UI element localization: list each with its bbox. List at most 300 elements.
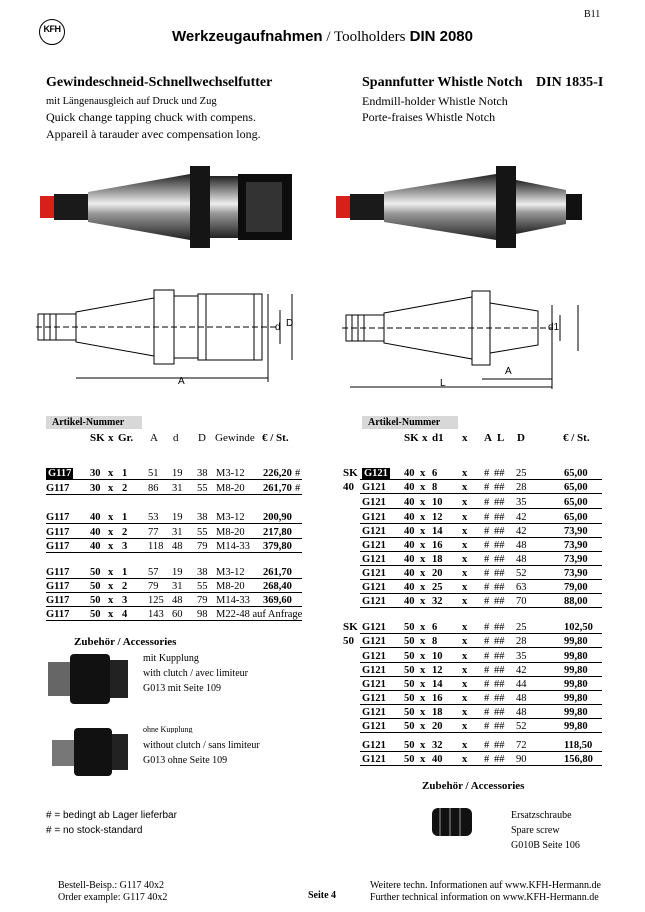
tapping-chuck-photo [40,160,310,255]
cell-D: 90 [516,754,527,765]
cell-a: 57 [148,567,159,578]
cell-a: 53 [148,512,159,523]
cell-D: 48 [516,540,527,551]
cell-hh: ## [494,636,505,647]
cell-hh: ## [494,651,505,662]
cell-sk: 30 [90,468,101,479]
cell-x: x [420,468,426,479]
cell-x: x [108,541,114,552]
table-row [46,609,302,621]
table-row [46,468,302,480]
endmill-holder-photo [336,160,586,255]
hdr-a: A [150,432,158,444]
cell-x: x [420,754,426,765]
cell-price: 99,80 [564,693,588,704]
table-row [360,512,602,524]
cell-code: G121 [362,582,386,593]
cell-hh: ## [494,665,505,676]
cell-code: G117 [46,567,70,578]
cell-d1: 6 [432,622,438,633]
cell-D: 35 [516,497,527,508]
page-title [0,28,645,46]
cell-d1: 16 [432,693,443,704]
cell-sk: 50 [404,651,415,662]
cell-a: 86 [148,483,159,494]
cell-sk: 40 [90,541,101,552]
cell-D: 63 [516,582,527,593]
footer-right [370,880,601,904]
cell-D: 25 [516,468,527,479]
cell-sk: 50 [404,622,415,633]
cell-code: G117 [46,512,70,523]
sk50-value: 50 [343,635,354,647]
table-row [46,527,302,539]
cell-sk: 50 [90,581,101,592]
right-acc-title: Zubehör / Accessories [422,780,525,792]
cell-d1: 32 [432,596,443,607]
cell-x2: x [462,568,468,579]
right-heading-text: Spannfutter Whistle Notch [362,75,523,90]
cell-x2: x [462,651,468,662]
rhdr-x: x [422,432,428,444]
cell-D: 55 [197,581,208,592]
table-row [360,754,602,766]
cell-d1: 25 [432,582,443,593]
cell-price: 99,80 [564,707,588,718]
cell-x2: x [462,693,468,704]
table-row [360,665,602,677]
cell-hash: # [484,582,490,593]
cell-d1: 14 [432,526,443,537]
rhdr-sk: SK [404,432,419,444]
hdr-gr: Gr. [118,432,134,444]
table-row [360,540,602,552]
table-row [46,512,302,524]
cell-sk: 50 [404,740,415,751]
cell-d1: 8 [432,482,438,493]
table-row [360,693,602,705]
drawing-label-l: L [440,378,446,389]
cell-code: G121 [362,636,386,647]
cell-D: 98 [197,609,208,620]
acc2-line2: G013 ohne Seite 109 [143,755,228,766]
cell-price: 65,00 [564,512,588,523]
cell-sk: 40 [404,482,415,493]
sk50-label: SK [343,621,358,633]
cell-code: G117 [46,527,70,538]
cell-hash: # [484,568,490,579]
left-heading: Gewindeschneid-Schnellwechselfutter [46,75,273,90]
cell-hash: # [484,693,490,704]
cell-x: x [108,567,114,578]
cell-a: 143 [148,609,164,620]
cell-D: 48 [516,554,527,565]
hdr-sk: SK [90,432,105,444]
cell-d1: 32 [432,740,443,751]
cell-hh: ## [494,693,505,704]
cell-code: G117 [46,483,70,494]
cell-D: 55 [197,483,208,494]
cell-code: G117 [48,468,72,479]
drawing-label-d: d [275,322,281,333]
cell-hh: ## [494,679,505,690]
cell-sk: 40 [404,568,415,579]
left-sub-de: mit Längenausgleich auf Druck und Zug [46,96,217,107]
cell-hash: # [484,622,490,633]
cell-x: x [108,512,114,523]
cell-code: G121 [362,665,386,676]
cell-price: 65,00 [564,482,588,493]
table-row [46,567,302,579]
cell-d1: 16 [432,540,443,551]
drawing-label-a: A [178,376,185,387]
cell-d1: 18 [432,707,443,718]
cell-D: 52 [516,721,527,732]
cell-x2: x [462,468,468,479]
cell-code: G121 [362,596,386,607]
left-sub-en: Quick change tapping chuck with compens. [46,110,256,124]
cell-hash: # [295,483,301,494]
cell-a: 79 [148,581,159,592]
title-de: Werkzeugaufnahmen [172,28,323,45]
cell-hash: # [484,740,490,751]
cell-d1: 14 [432,679,443,690]
cell-sk: 50 [404,665,415,676]
cell-x: x [420,568,426,579]
right-artikel-label: Artikel-Nummer [362,416,458,429]
title-din: DIN 2080 [409,28,473,45]
cell-a: 118 [148,541,164,552]
cell-code: G121 [362,540,386,551]
cell-x: x [108,468,114,479]
cell-hash: # [484,540,490,551]
cell-hh: ## [494,482,505,493]
cell-code: G121 [362,622,386,633]
cell-x2: x [462,596,468,607]
cell-gr: 2 [122,527,128,538]
note-1: # = bedingt ab Lager lieferbar [46,810,177,821]
cell-sk: 50 [404,754,415,765]
cell-code: G121 [362,721,386,732]
cell-gew: M14-33 [216,541,250,552]
cell-x2: x [462,582,468,593]
drawing-label-a-right: A [505,366,512,377]
no-clutch-adapter-photo [50,722,132,782]
table-row [360,636,602,648]
cell-x2: x [462,665,468,676]
cell-sk: 50 [404,693,415,704]
cell-code: G121 [362,693,386,704]
cell-code: G121 [362,482,386,493]
cell-d1: 8 [432,636,438,647]
cell-gew: M3-12 [216,567,245,578]
page-code: B11 [584,9,601,20]
footer-left-1: Bestell-Beisp.: G117 40x2 [58,880,165,891]
cell-sk: 50 [404,636,415,647]
cell-price: 65,00 [564,468,588,479]
cell-sk: 50 [90,595,101,606]
cell-code: G121 [362,651,386,662]
cell-price: 73,90 [564,526,588,537]
cell-code: G117 [46,541,70,552]
cell-code: G121 [362,754,386,765]
cell-sk: 40 [404,582,415,593]
cell-price: 99,80 [564,636,588,647]
cell-x: x [420,482,426,493]
rhdr-l: L [497,432,505,444]
cell-code: G121 [362,679,386,690]
cell-D: 38 [197,512,208,523]
cell-x2: x [462,721,468,732]
cell-price: 217,80 [263,527,292,538]
cell-gew: M3-12 [216,512,245,523]
cell-d1: 20 [432,568,443,579]
cell-d1: 12 [432,665,443,676]
cell-hh: ## [494,721,505,732]
table-row [360,651,602,663]
cell-price: 118,50 [564,740,593,751]
cell-gew: M14-33 [216,595,250,606]
cell-x2: x [462,526,468,537]
cell-price: 65,00 [564,497,588,508]
cell-sk: 50 [404,707,415,718]
footer-left [58,880,167,904]
cell-d: 31 [172,527,183,538]
cell-sk: 40 [404,526,415,537]
table-row [360,568,602,580]
cell-hash: # [484,707,490,718]
cell-x: x [420,665,426,676]
cell-price: 88,00 [564,596,588,607]
cell-code: G121 [362,526,386,537]
cell-x: x [108,483,114,494]
table-row [360,622,602,634]
cell-gew: M3-12 [216,468,245,479]
acc1-line1: mit Kupplung [143,653,199,664]
table-row [360,740,602,752]
cell-code: G121 [362,707,386,718]
tapping-chuck-drawing [36,282,306,392]
footer-right-2: Further technical information on www.KFH-Hermann.de [370,892,599,903]
cell-x2: x [462,482,468,493]
logo-text: KFH [43,24,61,34]
cell-hash: # [484,636,490,647]
cell-code: G117 [46,595,70,606]
footer-left-2: Order example: G117 40x2 [58,892,168,903]
cell-price: 99,80 [564,665,588,676]
cell-hh: ## [494,754,505,765]
cell-hash: # [484,721,490,732]
cell-price: 102,50 [564,622,593,633]
cell-price: 99,80 [564,651,588,662]
cell-d: 31 [172,581,183,592]
cell-hh: ## [494,540,505,551]
cell-d1: 6 [432,468,438,479]
cell-D: 72 [516,740,527,751]
cell-sk: 50 [90,609,101,620]
cell-d: 19 [172,567,183,578]
cell-a: 125 [148,595,164,606]
cell-hh: ## [494,554,505,565]
cell-x: x [420,622,426,633]
cell-gr: 4 [122,609,128,620]
left-acc1-text [143,651,248,696]
cell-sk: 40 [404,540,415,551]
cell-sk: 40 [404,554,415,565]
cell-gr: 1 [122,512,128,523]
cell-code: G117 [46,609,70,620]
cell-d1: 12 [432,512,443,523]
hdr-gewinde: Gewinde [215,432,255,444]
cell-price: 261,70 [263,567,292,578]
cell-x: x [108,581,114,592]
cell-price: 379,80 [263,541,292,552]
left-sub-fr: Appareil à tarauder avec compensation long. [46,127,261,141]
cell-sk: 40 [90,527,101,538]
table-row [360,707,602,719]
acc2-line1: without clutch / sans limiteur [143,740,260,751]
rhdr-x2: x [462,432,468,444]
cell-hh: ## [494,512,505,523]
left-table-header [46,432,296,446]
cell-price: 99,80 [564,721,588,732]
rhdr-price: € / St. [563,432,590,444]
table-row [360,526,602,538]
table-row [360,582,602,594]
drawing-label-D: D [286,318,294,329]
cell-gew: M8-20 [216,527,245,538]
cell-D: 42 [516,526,527,537]
stock-notes [46,808,177,838]
cell-x: x [108,609,114,620]
cell-x2: x [462,754,468,765]
cell-hh: ## [494,707,505,718]
cell-price: 99,80 [564,679,588,690]
cell-gr: 1 [122,468,128,479]
cell-d1: 18 [432,554,443,565]
cell-hh: ## [494,568,505,579]
cell-d1: 20 [432,721,443,732]
cell-d1: 40 [432,754,443,765]
cell-sk: 40 [404,468,415,479]
hdr-D: D [198,432,206,444]
cell-hash: # [484,497,490,508]
cell-D: 55 [197,527,208,538]
footer-page: Seite 4 [308,890,337,901]
right-acc-text [511,808,580,853]
cell-D: 52 [516,568,527,579]
cell-a: 51 [148,468,159,479]
table-row [360,468,602,480]
cell-d: 48 [172,541,183,552]
cell-sk: 30 [90,483,101,494]
cell-hash: # [295,468,301,479]
cell-hh: ## [494,526,505,537]
sk40-value: 40 [343,481,354,493]
cell-price: 200,90 [263,512,292,523]
cell-x: x [420,740,426,751]
cell-x: x [420,497,426,508]
cell-x: x [108,527,114,538]
cell-hash: # [484,665,490,676]
cell-price: 226,20 [263,468,292,479]
left-acc2-text [143,738,260,768]
cell-price: 73,90 [564,568,588,579]
cell-x: x [108,595,114,606]
right-din: DIN 1835-I [536,75,604,90]
table-row [360,482,602,494]
racc-line2: Spare screw [511,825,560,836]
right-table-header [362,432,602,446]
cell-x2: x [462,622,468,633]
acc1-line2: with clutch / avec limiteur [143,668,248,679]
cell-price: 369,60 [263,595,292,606]
cell-price: 268,40 [263,581,292,592]
cell-x: x [420,526,426,537]
cell-sk: 50 [90,567,101,578]
footer-right-1: Weitere techn. Informationen auf www.KFH-Hermann.de [370,880,601,891]
hdr-price: € / St. [262,432,289,444]
cell-x: x [420,540,426,551]
cell-code: G121 [362,740,386,751]
cell-x2: x [462,636,468,647]
cell-d1: 10 [432,497,443,508]
cell-sk: 40 [404,497,415,508]
cell-price: 156,80 [564,754,593,765]
cell-gew: M22-48 auf Anfrage [216,609,303,620]
cell-D: 42 [516,665,527,676]
hdr-d: d [173,432,179,444]
cell-x2: x [462,554,468,565]
cell-x: x [420,721,426,732]
cell-x2: x [462,740,468,751]
left-acc2-cut-text: ohne Kupplung [143,726,193,733]
cell-hh: ## [494,468,505,479]
title-en: Toolholders [334,29,406,45]
cell-price: 73,90 [564,540,588,551]
cell-D: 48 [516,707,527,718]
cell-price: 73,90 [564,554,588,565]
cell-gr: 3 [122,595,128,606]
cell-hash: # [484,512,490,523]
cell-x: x [420,636,426,647]
cell-hash: # [484,754,490,765]
cell-x: x [420,707,426,718]
cell-d: 19 [172,512,183,523]
title-sep: / [322,29,334,45]
cell-hh: ## [494,740,505,751]
cell-a: 77 [148,527,159,538]
cell-d: 60 [172,609,183,620]
cell-hh: ## [494,582,505,593]
sk40-label: SK [343,467,358,479]
cell-D: 79 [197,595,208,606]
cell-gew: M8-20 [216,483,245,494]
cell-D: 44 [516,679,527,690]
cell-x: x [420,596,426,607]
note-2: # = no stock-standard [46,825,143,836]
cell-gew: M8-20 [216,581,245,592]
cell-D: 42 [516,512,527,523]
cell-D: 79 [197,541,208,552]
cell-hh: ## [494,596,505,607]
cell-d: 19 [172,468,183,479]
cell-D: 35 [516,651,527,662]
cell-x2: x [462,512,468,523]
cell-code: G117 [46,581,70,592]
cell-code: G121 [362,497,386,508]
cell-x: x [420,582,426,593]
